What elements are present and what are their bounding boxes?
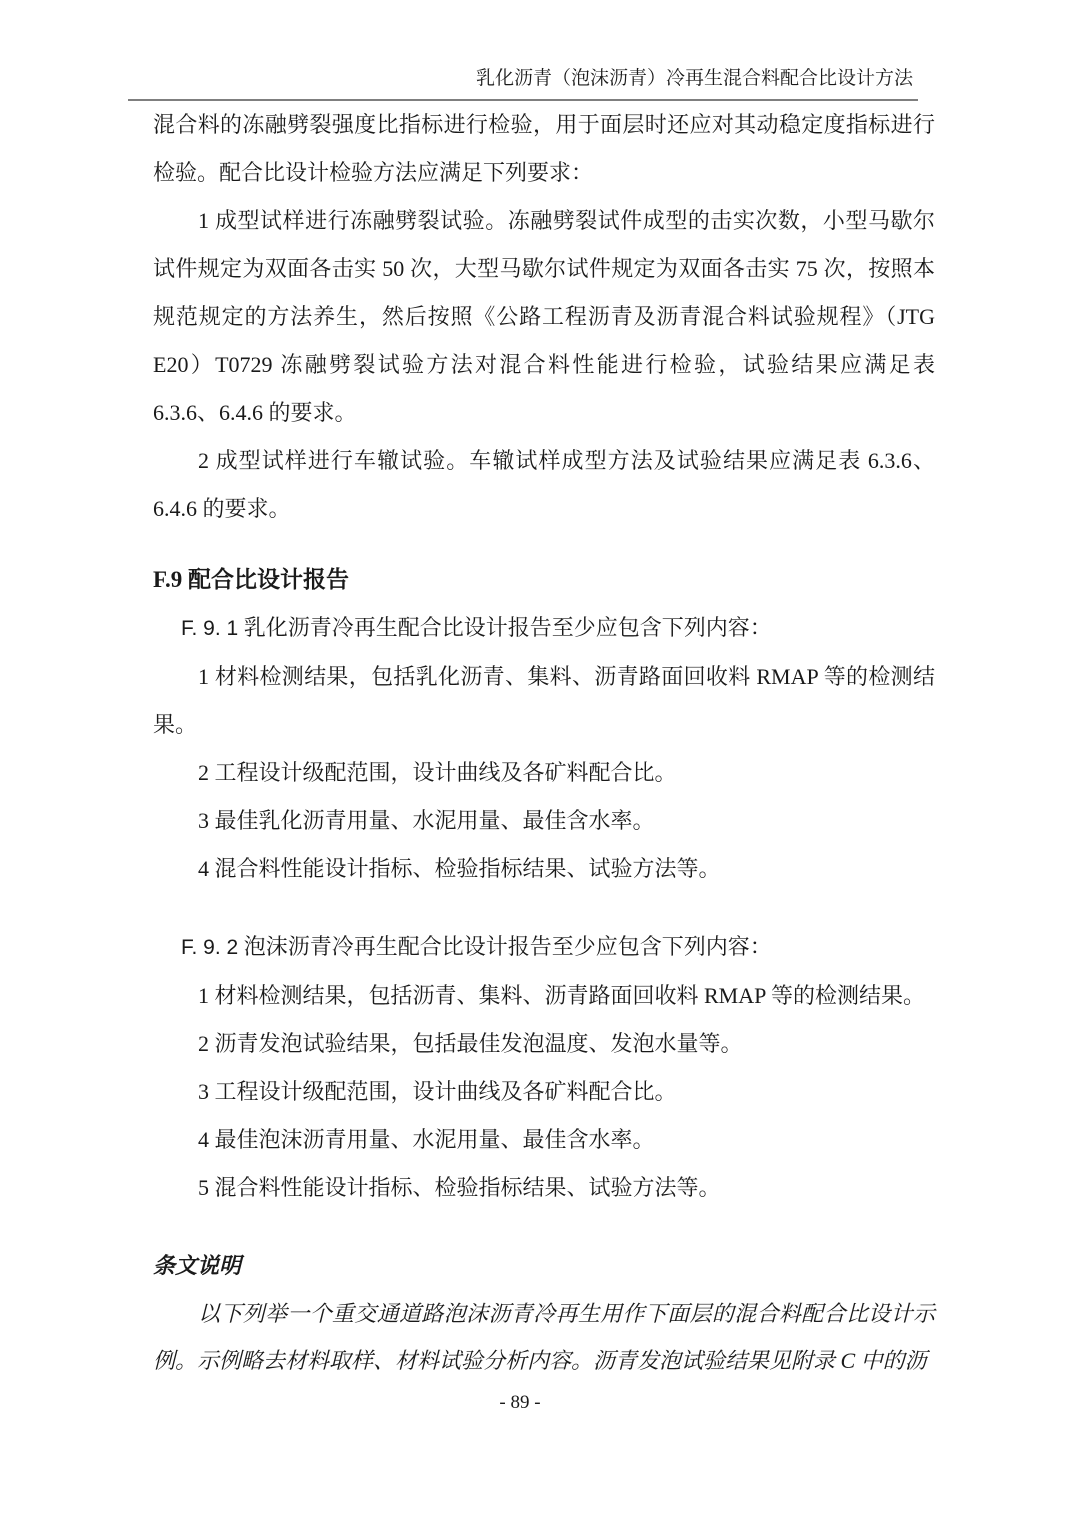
- clause-f92-text: 泡沫沥青冷再生配合比设计报告至少应包含下列内容：: [243, 934, 772, 959]
- clause-f91-label: F. 9. 1: [181, 617, 239, 640]
- commentary-heading: 条文说明: [153, 1253, 242, 1278]
- requirement-item-1: 1 成型试样进行冻融劈裂试验。冻融劈裂试件成型的击实次数，小型马歇尔试件规定为双面各击实 50 次，大型马歇尔试件规定为双面各击实 75 次，按照本规范规定的方法养生，然后按照《公路工程沥青及沥青混合料试验规程》（JTG E20）T0729 冻融劈裂试验方法对混合料性能进行检验，试验结果应满足表 6.3.6、6.4.6 的要求。: [153, 208, 935, 425]
- clause-f91: [153, 604, 935, 653]
- page-number: - 89 -: [499, 1392, 541, 1413]
- section-label: F.9: [153, 567, 183, 592]
- list-item: 4 最佳泡沫沥青用量、水泥用量、最佳含水率。: [198, 1127, 655, 1152]
- clause-f91-block: [153, 604, 935, 893]
- clause-f92-block: [153, 923, 935, 1212]
- section-title: 配合比设计报告: [187, 566, 349, 592]
- section-heading-f9: [153, 555, 935, 604]
- list-item: 5 混合料性能设计指标、检验指标结果、试验方法等。: [198, 1175, 721, 1200]
- requirement-item-2: 2 成型试样进行车辙试验。车辙试样成型方法及试验结果应满足表 6.3.6、6.4.6 的要求。: [153, 448, 935, 521]
- list-item: 2 沥青发泡试验结果，包括最佳发泡温度、发泡水量等。: [198, 1031, 743, 1056]
- list-item: 4 混合料性能设计指标、检验指标结果、试验方法等。: [198, 856, 721, 881]
- intro-paragraph: 混合料的冻融劈裂强度比指标进行检验，用于面层时还应对其动稳定度指标进行检验。配合比设计检验方法应满足下列要求：: [153, 112, 935, 185]
- list-item: 2 工程设计级配范围，设计曲线及各矿料配合比。: [198, 760, 677, 785]
- list-item: 1 材料检测结果，包括沥青、集料、沥青路面回收料 RMAP 等的检测结果。: [198, 983, 926, 1008]
- commentary-paragraph: 以下列举一个重交通道路泡沫沥青冷再生用作下面层的混合料配合比设计示例。示例略去材料取样、材料试验分析内容。沥青发泡试验结果见附录 C 中的沥: [153, 1301, 935, 1373]
- clause-f92-label: F. 9. 2: [181, 936, 239, 959]
- header-title: 乳化沥青（泡沫沥青）冷再生混合料配合比设计方法: [475, 68, 913, 89]
- clause-f92: [153, 923, 935, 972]
- list-item: 3 工程设计级配范围，设计曲线及各矿料配合比。: [198, 1079, 677, 1104]
- list-item: 3 最佳乳化沥青用量、水泥用量、最佳含水率。: [198, 808, 655, 833]
- page-header: [153, 66, 935, 92]
- list-item: 1 材料检测结果，包括乳化沥青、集料、沥青路面回收料 RMAP 等的检测结果。: [153, 664, 935, 737]
- clause-f91-text: 乳化沥青冷再生配合比设计报告至少应包含下列内容：: [243, 615, 772, 640]
